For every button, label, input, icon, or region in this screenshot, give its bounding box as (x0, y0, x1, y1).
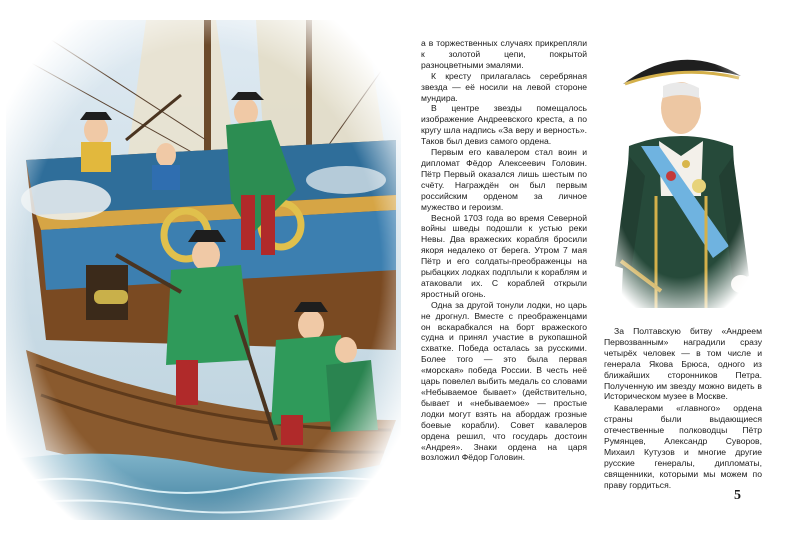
right-text-column (604, 326, 762, 491)
paragraph: Одна за другой тонули лодки, но царь не дрогнул. Вместе с преображенцами он вскарабкался на борт вражеского судна и принял участие в рукопашной схватке. Победа осталась за русскими. Более того — это была первая «морская» победа России. В честь неё царь повелел выбить медаль со словами «Небываемое бывает» (действительно, бывает и «небываемое» — простые лодки могут взять на абордаж грозные боевые корабли). Совет кавалеров ордена решил, что государь достоин «Андрея». Знаки ордена на царя возложил Фёдор Головин. (421, 299, 587, 463)
page-number: 5 (734, 488, 741, 503)
boarding-battle-drawing (6, 20, 401, 520)
paragraph: Кавалерами «главного» ордена страны были выдающиеся отечественные полководцы Пётр Румянцев, Александр Суворов, Михаил Кутузов и многие другие русские генералы, дипломаты, священники, которыми мы можем по праву гордиться. (604, 403, 762, 490)
paragraph: За Полтавскую битву «Андреем Первозванным» наградили сразу четырёх человек — в том числе и генерала Якова Брюса, одного из ближайших сторонников Петра. Полученную им звезду можно видеть в Историческом музее в Москве. (604, 326, 762, 402)
paragraph: Первым его кавалером стал воин и дипломат Фёдор Алексеевич Головин. Пётр Первый оказался лишь шестым по счёту. Награждён он был первым российским орденом за личное мужество и героизм. (421, 147, 587, 212)
paragraph: а в торжественных случаях прикрепляли к золотой цепи, покрытой разноцветными эмалями. (421, 38, 587, 70)
boarding-battle-illustration (6, 20, 401, 520)
middle-text-column (421, 38, 587, 463)
general-portrait (601, 46, 759, 308)
paragraph: В центре звезды помещалось изображение Андреевского креста, а по кругу шла надпись «За веру и верность». Таков был девиз самого ордена. (421, 103, 587, 147)
general-portrait-drawing (601, 46, 759, 308)
paragraph: К кресту прилагалась серебряная звезда — её носили на левой стороне мундира. (421, 70, 587, 103)
paragraph: Весной 1703 года во время Северной войны шведы подошли к устью реки Невы. Два вражеских корабля бросили якоря недалеко от берега. Утром 7 мая Пётр и его солдаты-преображенцы на рыбацких лодках подплыли к кораблям и атаковали их. С кораблей открыли яростный огонь. (421, 212, 587, 299)
